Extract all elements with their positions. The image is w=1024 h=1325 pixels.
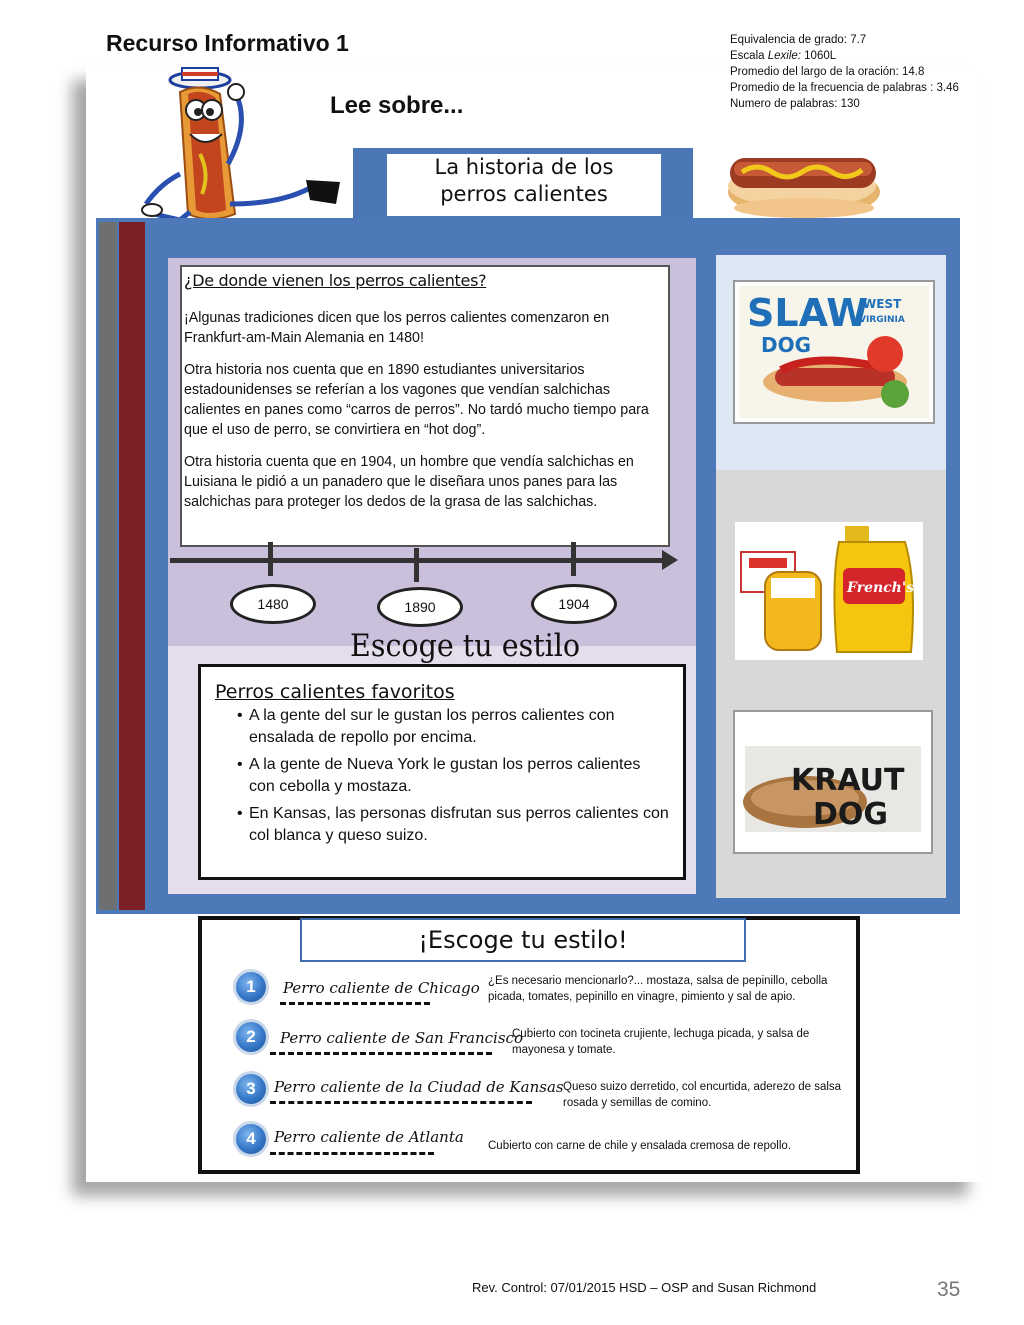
- stat-lexile: Escala Lexile: 1060L: [730, 50, 837, 62]
- style-underline: [270, 1052, 492, 1055]
- style-name-kansas-city: Perro caliente de la Ciudad de Kansas: [274, 1078, 564, 1096]
- style-desc-san-francisco: Cubierto con tocineta crujiente, lechuga picada, y salsa de mayonesa y tomate.: [512, 1028, 810, 1056]
- board-stripe-red: [119, 222, 145, 910]
- history-heading: ¿De donde vienen los perros calientes?: [184, 271, 487, 290]
- slaw-dog-picture: [733, 280, 935, 424]
- style-underline: [270, 1152, 434, 1155]
- history-paragraph-2: Otra historia nos cuenta que en 1890 estudiantes universitarios estadounidenses se referían a los vagones que vendían salchichas calientes en panes como “carros de perros”. No tardó mucho tiempo para que el uso de perro, se convirtiera en “hot dog”.: [184, 362, 649, 438]
- hotdog-mascot-illustration: [140, 64, 350, 224]
- favorites-item: • En Kansas, las personas disfrutan sus perros calientes con col blanca y queso suizo.: [237, 803, 669, 847]
- timeline-year-1904: 1904: [531, 584, 617, 624]
- svg-text:DOG: DOG: [761, 333, 812, 357]
- favorites-heading: Perros calientes favoritos: [215, 681, 455, 703]
- timeline-tick: [571, 542, 576, 576]
- style-underline: [270, 1101, 532, 1104]
- timeline-year-1890: 1890: [377, 587, 463, 627]
- svg-text:VIRGINIA: VIRGINIA: [859, 315, 905, 325]
- stat-word-count: Numero de palabras: 130: [730, 98, 860, 110]
- hotdog-photo-illustration: [722, 136, 882, 222]
- title-banner: [387, 154, 661, 216]
- svg-text:WEST: WEST: [863, 297, 902, 311]
- title-line-1: La historia de los: [434, 155, 614, 179]
- stat-sentence-length: Promedio del largo de la oración: 14.8: [730, 66, 925, 78]
- style-desc-kansas-city: Queso suizo derretido, col encurtida, aderezo de salsa rosada y semillas de comino.: [563, 1081, 842, 1109]
- stat-word-frequency: Promedio de la frecuencia de palabras : 3.46: [730, 82, 959, 94]
- history-text-box: [180, 265, 670, 547]
- timeline-year-1480: 1480: [230, 584, 316, 624]
- escoge-heading: Escoge tu estilo: [350, 628, 581, 664]
- mustard-picture: [733, 520, 925, 662]
- number-badge-4: 4: [236, 1124, 266, 1154]
- favorites-box: [198, 664, 686, 880]
- board-stripe-gray: [99, 222, 117, 910]
- number-badge-1: 1: [236, 972, 266, 1002]
- style-name-atlanta: Perro caliente de Atlanta: [274, 1128, 464, 1146]
- number-badge-2: 2: [236, 1022, 266, 1052]
- style-underline: [280, 1002, 430, 1005]
- stat-grade: Equivalencia de grado: 7.7: [730, 34, 867, 46]
- favorites-item: • A la gente del sur le gustan los perros calientes con ensalada de repollo por encima.: [237, 705, 669, 749]
- kraut-dog-picture: [733, 710, 933, 854]
- style-name-chicago: Perro caliente de Chicago: [283, 979, 480, 997]
- history-paragraph-1: ¡Algunas tradiciones dicen que los perros calientes comenzaron en Frankfurt-am-Main Alemania en 1480!: [184, 310, 610, 346]
- svg-text:KRAUT: KRAUT: [791, 763, 905, 798]
- favorites-list: [215, 705, 669, 847]
- timeline-tick: [414, 548, 419, 582]
- style-desc-atlanta: Cubierto con carne de chile y ensalada cremosa de repollo.: [488, 1140, 792, 1152]
- history-paragraph-3: Otra historia cuenta que en 1904, un hombre que vendía salchichas en Luisiana le pidió a un panadero que le diseñara unos panes para las salchichas para proteger los dedos de la grasa de las salchichas.: [184, 454, 634, 510]
- page-title: Recurso Informativo 1: [106, 30, 349, 56]
- svg-text:SLAW: SLAW: [747, 291, 869, 335]
- lee-sobre-heading: Lee sobre...: [330, 92, 464, 119]
- page-number: 35: [937, 1278, 961, 1301]
- style-desc-chicago: ¿Es necesario mencionarlo?... mostaza, salsa de pepinillo, cebolla picada, tomates, pepinillo en vinagre, pimiento y sal de apio.: [488, 975, 828, 1003]
- footer-revision: Rev. Control: 07/01/2015 HSD – OSP and Susan Richmond: [472, 1280, 817, 1295]
- style-name-san-francisco: Perro caliente de San Francisco: [280, 1029, 523, 1047]
- timeline-arrow-icon: [662, 550, 678, 570]
- slaw-dog-image: [735, 282, 933, 422]
- mustard-image: [735, 522, 925, 662]
- svg-text:DOG: DOG: [813, 797, 889, 832]
- svg-text:French's: French's: [847, 580, 915, 596]
- favorites-item: • A la gente de Nueva York le gustan los perros calientes con cebolla y mostaza.: [237, 754, 669, 798]
- number-badge-3: 3: [236, 1074, 266, 1104]
- kraut-dog-image: [735, 712, 931, 852]
- styles-title: ¡Escoge tu estilo!: [300, 918, 746, 962]
- readability-stats: [730, 32, 959, 112]
- title-line-2: perros calientes: [440, 182, 608, 206]
- timeline-tick: [268, 542, 273, 576]
